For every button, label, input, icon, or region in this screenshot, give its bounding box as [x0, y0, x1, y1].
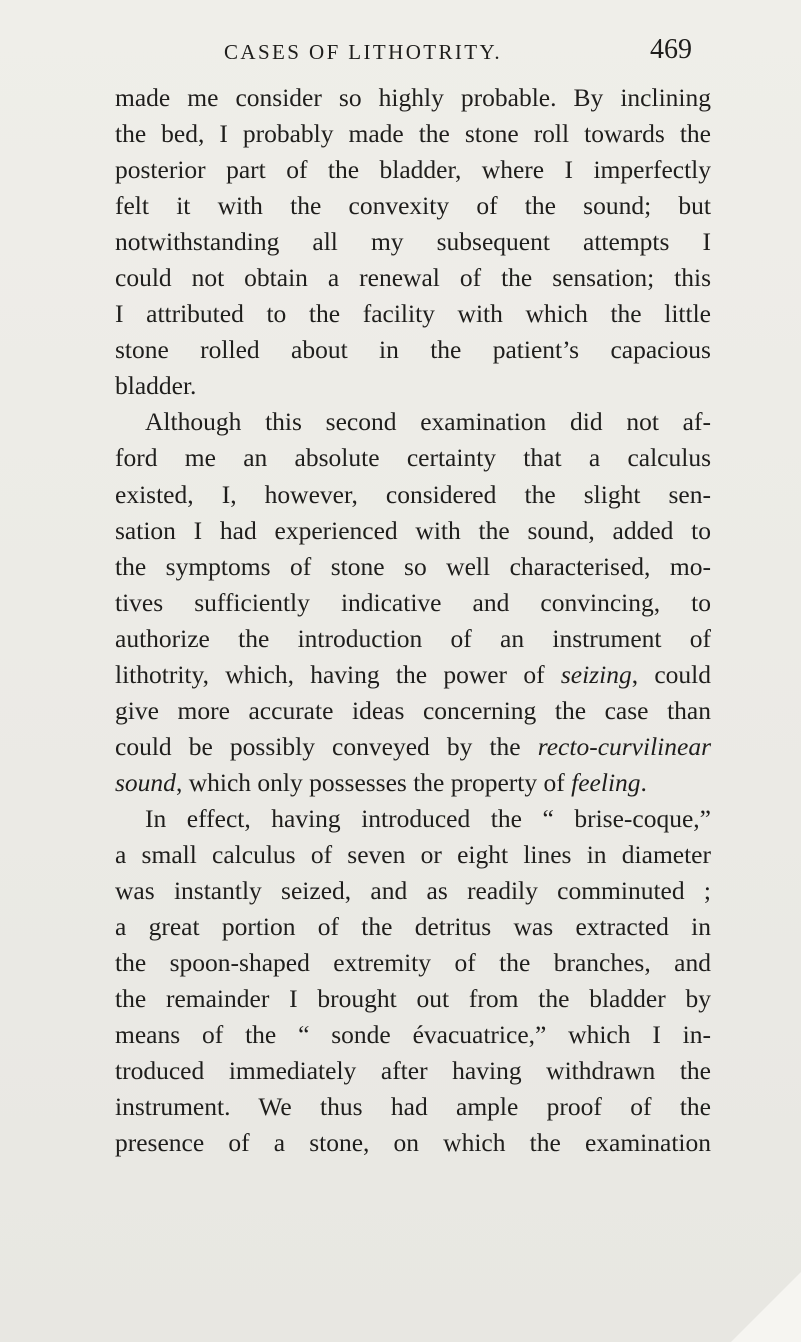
running-head: [0, 34, 801, 74]
text-line: [115, 729, 711, 765]
text-line: [115, 1017, 711, 1053]
text-line: [115, 837, 711, 873]
text-segment: In effect, having introduced the “ brise-coque,”: [145, 803, 711, 833]
text-line: [115, 260, 711, 296]
page-number: 469: [650, 34, 692, 65]
text-line: [115, 909, 711, 945]
text-segment: lithotrity, which, having the power of: [115, 659, 561, 689]
text-line: [115, 152, 711, 188]
text-line: [115, 1089, 711, 1125]
italic-text: feeling: [571, 767, 641, 797]
text-segment: felt it with the convexity of the sound; but: [115, 191, 711, 221]
text-segment: stone rolled about in the patient’s capacious: [115, 335, 711, 365]
text-line: [115, 477, 711, 513]
text-segment: existed, I, however, considered the slight sen-: [115, 479, 711, 509]
page-corner: [731, 1272, 801, 1342]
text-line: [115, 585, 711, 621]
text-segment: , could: [631, 659, 712, 689]
text-segment: notwithstanding all my subsequent attempts I: [115, 227, 711, 257]
text-line: [115, 945, 711, 981]
text-segment: a small calculus of seven or eight lines in diameter: [115, 839, 711, 869]
text-segment: presence of a stone, on which the examination: [115, 1128, 711, 1158]
text-line: [115, 404, 711, 440]
running-head-title: CASES OF LITHOTRITY.: [224, 40, 503, 64]
text-line: [115, 549, 711, 585]
text-segment: could not obtain a renewal of the sensation; this: [115, 263, 711, 293]
text-segment: the bed, I probably made the stone roll towards the: [115, 119, 711, 149]
text-line: [115, 224, 711, 260]
text-line: [115, 693, 711, 729]
text-line: [115, 332, 711, 368]
text-segment: could be possibly conveyed by the: [115, 731, 538, 761]
text-segment: sation I had experienced with the sound, added to: [115, 515, 711, 545]
text-segment: , which only possesses the property of: [175, 767, 572, 797]
text-line: [115, 765, 711, 801]
text-segment: troduced immediately after having withdrawn the: [115, 1056, 711, 1086]
body-text: [115, 80, 711, 1161]
italic-text: recto-curvilinear: [537, 731, 711, 761]
text-segment: ford me an absolute certainty that a calculus: [115, 443, 711, 473]
text-line: [115, 440, 711, 476]
text-line: [115, 873, 711, 909]
text-line: [115, 188, 711, 224]
text-segment: instrument. We thus had ample proof of the: [115, 1092, 711, 1122]
text-segment: made me consider so highly probable. By inclining: [115, 83, 711, 112]
text-segment: means of the “ sonde évacuatrice,” which I in-: [115, 1020, 711, 1050]
text-segment: authorize the introduction of an instrument of: [115, 623, 711, 653]
text-segment: bladder.: [115, 371, 197, 401]
text-segment: posterior part of the bladder, where I imperfectly: [115, 155, 711, 185]
text-segment: the symptoms of stone so well characterised, mo-: [115, 551, 711, 581]
text-line: [115, 368, 711, 404]
text-line: [115, 116, 711, 152]
text-segment: tives sufficiently indicative and convincing, to: [115, 587, 711, 617]
text-line: [115, 801, 711, 837]
text-line: [115, 981, 711, 1017]
text-line: [115, 513, 711, 549]
text-segment: I attributed to the facility with which the little: [115, 299, 711, 329]
text-segment: Although this second examination did not af-: [145, 407, 711, 437]
text-segment: was instantly seized, and as readily comminuted ;: [115, 876, 711, 906]
text-segment: a great portion of the detritus was extracted in: [115, 912, 711, 942]
text-line: [115, 1125, 711, 1161]
text-line: [115, 1053, 711, 1089]
italic-text: seizing: [560, 659, 632, 689]
text-line: [115, 80, 711, 116]
text-segment: the remainder I brought out from the bladder by: [115, 984, 711, 1014]
text-segment: give more accurate ideas concerning the case than: [115, 695, 711, 725]
text-segment: the spoon-shaped extremity of the branches, and: [115, 948, 711, 978]
text-segment: .: [640, 767, 647, 797]
text-line: [115, 621, 711, 657]
italic-text: sound: [115, 767, 176, 797]
text-line: [115, 657, 711, 693]
text-line: [115, 296, 711, 332]
